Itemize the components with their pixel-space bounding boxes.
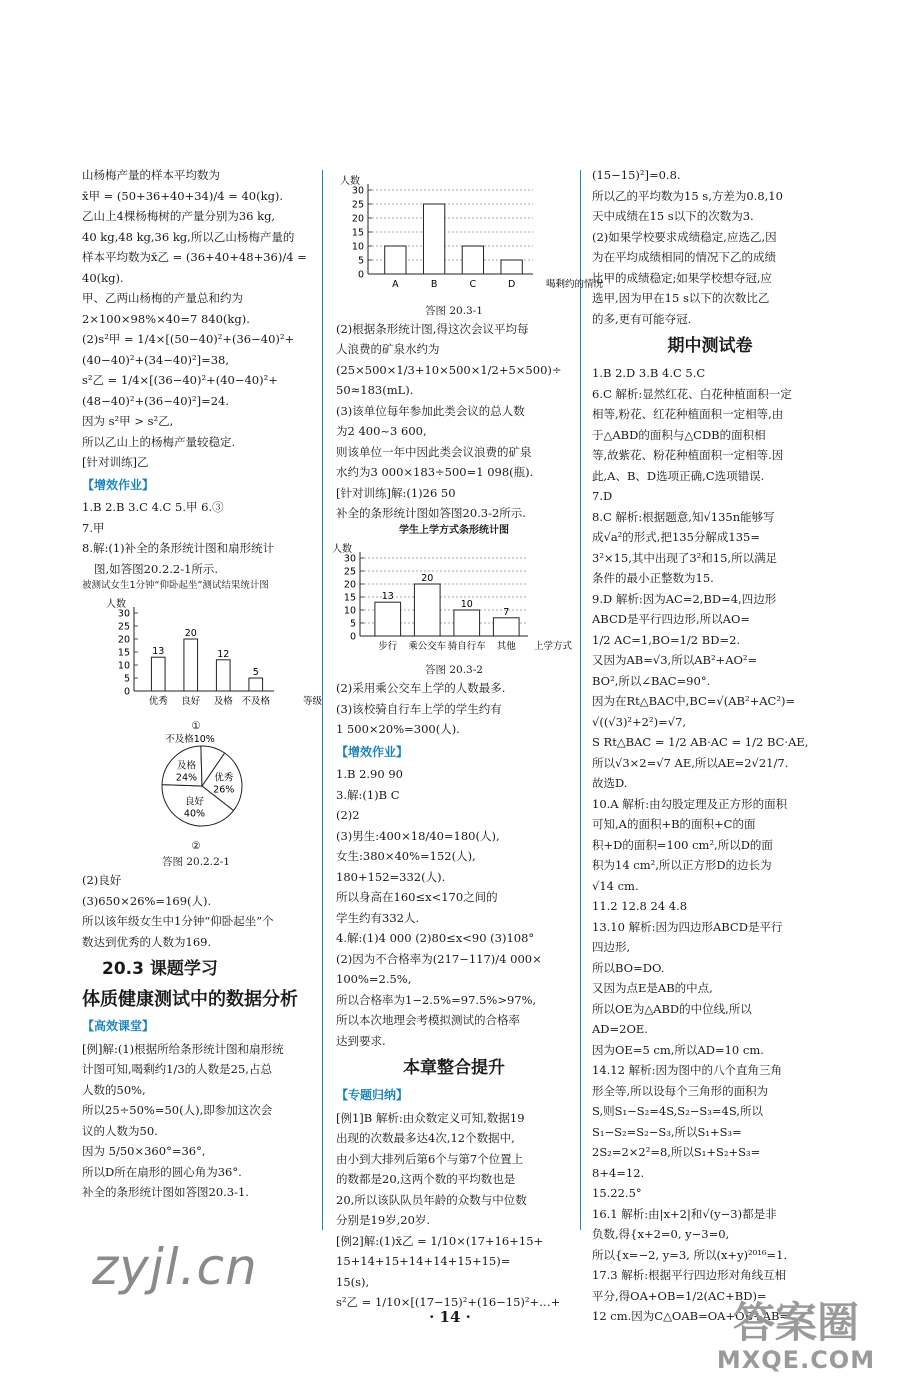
- text-line: 所以OE为△ABD的中位线,所以: [592, 1001, 752, 1016]
- x-tick-label: 乘公交车: [408, 640, 447, 652]
- bar: [501, 260, 522, 274]
- column-right: [592, 165, 828, 1327]
- x-tick-label: 步行: [378, 640, 398, 652]
- x-tick-label: A: [392, 279, 399, 290]
- text-line: 形全等,所以设每个三角形的面积为: [592, 1083, 769, 1098]
- y-tick-label: 5: [349, 618, 356, 629]
- section-title: 20.3 课题学习: [102, 959, 218, 979]
- column-separator: [322, 170, 323, 1230]
- section-title: 期中测试卷: [667, 336, 753, 356]
- text-line: 1.B 2.D 3.B 4.C 5.C: [592, 366, 706, 380]
- text-line: 所以BO=DO.: [592, 960, 665, 975]
- pie-label: 及格: [176, 759, 196, 771]
- y-axis-label: 人数: [340, 176, 360, 187]
- text-line: 180+152=332(人).: [336, 869, 446, 884]
- text-line: 的数都是20,这两个数的平均数也是: [336, 1172, 516, 1186]
- solution-text: [336, 319, 572, 524]
- text-line: 12 cm.因为C△OAB=OA+OB+AB=: [592, 1309, 790, 1323]
- text-line: x̄甲 = (50+36+40+34)/4 = 40(kg).: [82, 188, 284, 203]
- text-line: 50≈183(mL).: [336, 383, 414, 397]
- bar: [184, 639, 198, 691]
- text-line: (40−40)²+(34−40)²]=38,: [82, 352, 230, 367]
- pie-label: 优秀: [214, 772, 234, 784]
- text-line: S Rt△BAC = 1/2 AB·AC = 1/2 BC·AE,: [592, 735, 809, 749]
- data-label: 12: [217, 648, 230, 660]
- page-number: · 14 ·: [429, 1308, 471, 1326]
- x-tick-label: 优秀: [148, 696, 168, 707]
- text-line: 所以本次地理会考模拟测试的合格率: [336, 1013, 520, 1027]
- y-tick-label: 0: [123, 686, 130, 698]
- data-label: 13: [152, 646, 165, 658]
- text-line: 10.A 解析:由勾股定理及正方形的面积: [592, 796, 788, 811]
- text-line: 所以合格率为1−2.5%=97.5%>97%,: [336, 992, 537, 1007]
- text-line: 积为14 cm²,所以正方形D的边长为: [592, 858, 772, 872]
- bar: [423, 204, 444, 274]
- text-line: s²乙 = 1/4×[(36−40)²+(40−40)²+: [82, 373, 278, 387]
- y-tick-label: 30: [351, 185, 364, 197]
- text-line: 数达到优秀的人数为169.: [82, 934, 212, 949]
- text-line: 17.3 解析:根据平行四边形对角线互相: [592, 1268, 787, 1282]
- text-line: 14.12 解析:因为图中的八个直角三角: [592, 1063, 782, 1077]
- solution-text: [336, 1108, 572, 1313]
- text-line: 所以{x=−2, y=3, 所以(x+y)²⁰¹⁶=1.: [592, 1247, 788, 1262]
- bar: [385, 246, 406, 274]
- chart-title: 被测试女生1分钟“仰卧起坐”测试结果统计图: [82, 580, 269, 591]
- y-tick-label: 5: [357, 255, 364, 267]
- bar-chart-situp: [82, 593, 322, 711]
- bar: [249, 678, 263, 691]
- text-line: 因为 5/50×360°=36°,: [82, 1144, 206, 1158]
- text-line: BO²,所以∠BAC=90°.: [592, 673, 711, 688]
- data-label: 20: [421, 572, 434, 584]
- solution-text: [336, 764, 572, 1051]
- text-line: S,则S₁−S₂=4S,S₂−S₃=4S,所以: [592, 1104, 764, 1118]
- text-line: 6.C 解析:显然红花、白花种植面积一定: [592, 386, 792, 401]
- text-line: ABCD是平行四边形,所以AO=: [592, 612, 751, 626]
- watermark-text: MXQE.COM: [716, 1346, 876, 1374]
- watermark-logo: zyjl.cn: [92, 1238, 258, 1296]
- bar-chart-commute: [332, 538, 572, 656]
- text-line: 选甲,因为甲在15 s以下的次数比乙: [592, 291, 770, 305]
- x-tick-label: D: [507, 279, 516, 290]
- figure-caption: 答图 20.3-1: [425, 304, 483, 317]
- text-line: 13.10 解析:因为四边形ABCD是平行: [592, 919, 783, 934]
- y-tick-label: 15: [351, 227, 364, 239]
- text-line: 所以√3×2=√7 AE,所以AE=2√21/7.: [592, 755, 789, 770]
- bar: [414, 584, 440, 636]
- solution-text: [82, 870, 310, 952]
- solution-text: [82, 1039, 310, 1203]
- lesson-title: 体质健康测试中的数据分析: [82, 989, 298, 1010]
- text-line: 所以该年级女生中1分钟“仰卧起坐”个: [82, 914, 274, 928]
- text-line: 1 500×20%=300(人).: [336, 722, 460, 736]
- x-tick-label: 其他: [496, 640, 516, 652]
- text-line: 山杨梅产量的样本平均数为: [82, 168, 220, 182]
- x-tick-label: 不及格: [241, 696, 271, 707]
- chart-subtitle: ①: [191, 719, 201, 732]
- pie-label: 良好: [184, 796, 204, 808]
- text-line: 此,A、B、D选项正确,C选项错误.: [592, 468, 765, 483]
- text-line: 等,故紫花、粉花种植面积一定相等.因: [592, 448, 784, 462]
- pie-chart-situp: [82, 734, 310, 832]
- text-line: 因为OE=5 cm,所以AD=10 cm.: [592, 1042, 764, 1057]
- text-line: (3)650×26%=169(人).: [82, 893, 212, 908]
- text-line: 成√a²的形式,把135分解成135=: [592, 530, 760, 544]
- text-line: 平分,得OA+OB=1/2(AC+BD)=: [592, 1288, 767, 1303]
- text-line: 4.解:(1)4 000 (2)80≤x<90 (3)108°: [336, 931, 535, 945]
- answer-line: 图,如答图20.2.2-1所示.: [94, 561, 219, 576]
- bar: [151, 657, 165, 691]
- y-axis-label: 人数: [332, 543, 352, 555]
- text-line: 1/2 AC=1,BO=1/2 BD=2.: [592, 632, 741, 647]
- x-axis-label: 等级: [302, 696, 322, 707]
- text-line: (3)男生:400×18/40=180(人),: [336, 828, 500, 843]
- text-line: 人浪费的矿泉水约为: [336, 342, 440, 356]
- bar: [493, 617, 519, 635]
- y-tick-label: 10: [117, 660, 130, 672]
- pie-label: 26%: [213, 784, 235, 796]
- text-line: 2×100×98%×40=7 840(kg).: [82, 311, 250, 326]
- text-line: 15.22.5°: [592, 1186, 642, 1200]
- y-tick-label: 30: [343, 553, 356, 564]
- text-line: [针对训练]解:(1)26 50: [336, 485, 456, 500]
- text-line: 所以身高在160≤x<170之间的: [336, 890, 498, 904]
- solution-text: [592, 363, 828, 1327]
- solution-text: [82, 165, 310, 473]
- text-line: (2)s²甲 = 1/4×[(50−40)²+(36−40)²+: [82, 332, 295, 346]
- text-line: 8.C 解析:根据题意,知√135n能够写: [592, 509, 775, 524]
- text-line: 又因为AB=√3,所以AB²+AO²=: [592, 653, 758, 667]
- text-line: (2)采用乘公交车上学的人数最多.: [336, 681, 506, 695]
- bar-chart-water: [336, 168, 603, 296]
- text-line: 100%=2.5%,: [336, 972, 412, 986]
- text-line: 又因为点E是AB的中点,: [592, 981, 713, 995]
- text-line: 故选D.: [592, 776, 628, 790]
- chart-subtitle: ②: [191, 840, 201, 852]
- watermark-text: 答案圈: [732, 1298, 859, 1347]
- y-tick-label: 0: [349, 631, 356, 642]
- text-line: 40(kg).: [82, 270, 124, 285]
- section-tag: 【专题归纳】: [336, 1088, 409, 1102]
- solution-text: [592, 165, 828, 329]
- y-tick-label: 20: [351, 213, 364, 225]
- text-line: 所以25÷50%=50(人),即参加这次会: [82, 1103, 273, 1117]
- y-tick-label: 25: [343, 566, 356, 577]
- text-line: 8+4=12.: [592, 1165, 645, 1180]
- answer-line: 7.甲: [82, 520, 105, 535]
- text-line: 则该单位一年中因此类会议浪费的矿泉: [336, 444, 532, 459]
- text-line: (2)2: [336, 808, 360, 822]
- text-line: (2)因为不合格率为(217−117)/4 000×: [336, 951, 542, 966]
- text-line: 议的人数为50.: [82, 1123, 158, 1138]
- text-line: 15+14+15+14+14+15+15)=: [336, 1254, 511, 1268]
- x-tick-label: B: [430, 279, 438, 290]
- text-line: 为在平均成绩相同的情况下乙的成绩: [592, 250, 776, 264]
- text-line: 所以乙的平均数为15 s,方差为0.8,10: [592, 188, 783, 203]
- text-line: 比甲的成绩稳定;如果学校想夺冠,应: [592, 270, 773, 285]
- pie-label: 40%: [183, 808, 206, 820]
- text-line: 为2 400~3 600,: [336, 424, 427, 438]
- text-line: √14 cm.: [592, 878, 639, 893]
- text-line: 出现的次数最多达4次,12个数据中,: [336, 1131, 515, 1145]
- answer-line: 8.解:(1)补全的条形统计图和扇形统计: [82, 541, 275, 555]
- text-line: s²乙 = 1/10×[(17−15)²+(16−15)²+…+: [336, 1295, 561, 1309]
- text-line: √((√3)²+2²)=√7,: [592, 714, 687, 729]
- text-line: 女生:380×40%=152(人),: [336, 849, 476, 863]
- text-line: 15(s),: [336, 1274, 370, 1289]
- text-line: (15−15)²]=0.8.: [592, 168, 681, 182]
- text-line: 所以D所在扇形的圆心角为36°.: [82, 1164, 242, 1179]
- bar: [375, 602, 401, 636]
- text-line: 积+D的面积=100 cm²,所以D的面: [592, 837, 773, 852]
- text-line: [例]解:(1)根据所给条形统计图和扇形统: [82, 1041, 284, 1056]
- data-label: 10: [460, 598, 473, 610]
- text-line: 分别是19岁,20岁.: [336, 1213, 431, 1227]
- section-tag: 【增效作业】: [336, 744, 409, 759]
- text-line: 学生约有332人.: [336, 910, 420, 925]
- figure-caption: 答图 20.3-2: [425, 664, 483, 676]
- text-line: 水约为3 000×183÷500=1 098(瓶).: [336, 465, 534, 479]
- bar: [462, 246, 483, 274]
- text-line: 9.D 解析:因为AC=2,BD=4,四边形: [592, 591, 777, 606]
- text-line: 样本平均数为x̄乙 = (36+40+48+36)/4 =: [82, 250, 307, 264]
- text-line: AD=2OE.: [592, 1022, 648, 1036]
- text-line: 所以乙山上的杨梅产量较稳定.: [82, 434, 236, 449]
- data-label: 13: [381, 590, 394, 602]
- text-line: 天中成绩在15 s以下的次数为3.: [592, 209, 754, 223]
- x-tick-label: 良好: [181, 696, 201, 707]
- text-line: 乙山上4棵杨梅树的产量分别为36 kg,: [82, 209, 276, 223]
- column-separator: [580, 170, 581, 1230]
- column-left: [82, 165, 322, 1203]
- text-line: S₁−S₂=S₂−S₃,所以S₁+S₃=: [592, 1124, 742, 1139]
- y-tick-label: 20: [117, 634, 130, 646]
- y-tick-label: 15: [343, 592, 356, 603]
- text-line: (3)该校骑自行车上学的学生约有: [336, 701, 502, 716]
- text-line: 2S₂=2×2²=8,所以S₁+S₂+S₃=: [592, 1145, 761, 1159]
- text-line: 1.B 2.90 90: [336, 767, 403, 781]
- text-line: 可知,A的面积+B的面积+C的面: [592, 817, 756, 831]
- text-line: 因为 s²甲 > s²乙,: [82, 414, 174, 428]
- bar: [216, 660, 230, 691]
- text-line: [例2]解:(1)x̄乙 = 1/10×(17+16+15+: [336, 1233, 544, 1248]
- text-line: 由小到大排列后第6个与第7个位置上: [336, 1151, 524, 1166]
- x-axis-label: 上学方式: [533, 640, 572, 652]
- text-line: 甲、乙两山杨梅的产量总和约为: [82, 291, 243, 305]
- solution-text: [336, 678, 572, 740]
- text-line: 补全的条形统计图如答图20.3-2所示.: [336, 506, 526, 520]
- text-line: 40 kg,48 kg,36 kg,所以乙山杨梅产量的: [82, 229, 295, 244]
- text-line: 11.2 12.8 24 4.8: [592, 899, 688, 913]
- text-line: (2)良好: [82, 873, 122, 887]
- data-label: 20: [184, 628, 197, 639]
- y-tick-label: 25: [351, 199, 364, 211]
- text-line: 条件的最小正整数为15.: [592, 571, 714, 585]
- chart-title: 学生上学方式条形统计图: [399, 524, 509, 536]
- text-line: (2)如果学校要求成绩稳定,应选乙,因: [592, 229, 777, 244]
- text-line: 人数的50%,: [82, 1082, 146, 1097]
- text-line: 负数,得{x+2=0, y−3=0,: [592, 1227, 730, 1241]
- bar: [454, 610, 480, 636]
- data-label: 5: [252, 667, 259, 678]
- y-tick-label: 30: [117, 608, 130, 620]
- text-line: (25×500×1/3+10×500×1/2+5×500)÷: [336, 362, 562, 377]
- text-line: (3)该单位每年参加此类会议的总人数: [336, 403, 525, 418]
- y-tick-label: 25: [117, 621, 130, 633]
- text-line: 的多,更有可能夺冠.: [592, 311, 692, 326]
- text-line: 7.D: [592, 489, 613, 503]
- text-line: 3.解:(1)B C: [336, 787, 400, 802]
- text-line: 补全的条形统计图如答图20.3-1.: [82, 1185, 249, 1199]
- answer-line: 1.B 2.B 3.C 4.C 5.甲 6.③: [82, 500, 224, 514]
- x-axis-label: 喝剩约的情况: [545, 279, 603, 290]
- pie-label: 不及格10%: [165, 733, 215, 745]
- y-tick-label: 5: [123, 673, 130, 685]
- y-axis-label: 人数: [106, 599, 126, 610]
- x-tick-label: 骑自行车: [447, 640, 486, 652]
- x-tick-label: C: [469, 279, 477, 290]
- y-tick-label: 10: [343, 605, 356, 616]
- pie-label: 24%: [175, 771, 198, 783]
- section-title: 本章整合提升: [403, 1058, 505, 1078]
- text-line: 20,所以该队队员年龄的众数与中位数: [336, 1192, 527, 1207]
- text-line: (48−40)²+(36−40)²]=24.: [82, 393, 230, 408]
- x-tick-label: 及格: [213, 696, 233, 707]
- text-line: 3²×15,其中出现了3²和15,所以满足: [592, 550, 778, 565]
- text-line: 计图可知,喝剩约1/3的人数是25,占总: [82, 1062, 272, 1076]
- section-tag: 【高效课堂】: [82, 1019, 155, 1033]
- section-tag: 【增效作业】: [82, 477, 155, 492]
- text-line: [例1]B 解析:由众数定义可知,数据19: [336, 1110, 525, 1125]
- text-line: 相等,粉花、红花种植面积一定相等,由: [592, 407, 784, 421]
- y-tick-label: 10: [351, 241, 364, 253]
- text-line: 达到要求.: [336, 1033, 386, 1048]
- figure-caption: 答图 20.2.2-1: [162, 856, 230, 868]
- text-line: 于△ABD的面积与△CDB的面积相: [592, 427, 766, 442]
- y-tick-label: 15: [117, 647, 130, 659]
- text-line: 16.1 解析:由|x+2|和√(y−3)都是非: [592, 1206, 777, 1221]
- watermark-stamp: [706, 1300, 886, 1374]
- data-label: 7: [503, 606, 510, 618]
- text-line: 因为在Rt△BAC中,BC=√(AB²+AC²)=: [592, 694, 796, 708]
- y-tick-label: 20: [343, 579, 356, 590]
- text-line: (2)根据条形统计图,得这次会议平均每: [336, 321, 529, 336]
- text-line: 四边形,: [592, 940, 631, 954]
- text-line: [针对训练]乙: [82, 455, 149, 469]
- y-tick-label: 0: [357, 269, 364, 281]
